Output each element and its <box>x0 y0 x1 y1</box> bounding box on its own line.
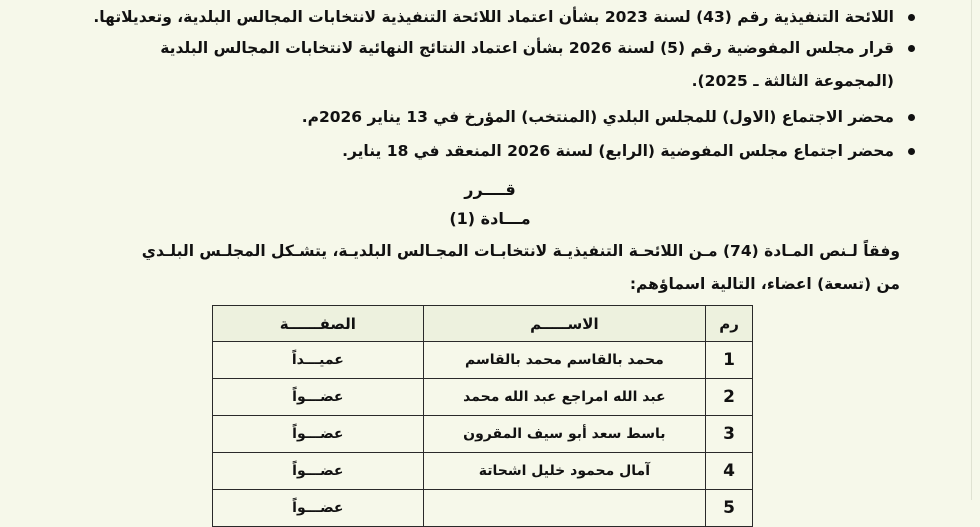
member-number: 4 <box>706 453 753 490</box>
member-name: عبد الله امراجع عبد الله محمد <box>423 379 705 416</box>
member-name: محمد بالقاسم محمد بالقاسم <box>423 342 705 379</box>
reference-item-1 <box>93 6 915 28</box>
member-role: عضـــواً <box>213 379 424 416</box>
member-role: عميـــداً <box>213 342 424 379</box>
table-row <box>213 416 753 453</box>
member-role: عضـــواً <box>213 490 424 527</box>
member-role: عضـــواً <box>213 453 424 490</box>
table-row <box>213 453 753 490</box>
bullet-icon <box>908 45 915 52</box>
page-edge <box>971 0 972 500</box>
member-name: باسط سعد أبو سيف المقرون <box>423 416 705 453</box>
header-number: رم <box>706 306 753 342</box>
member-name: آمال محمود خليل اشحاتة <box>423 453 705 490</box>
bullet-icon <box>908 148 915 155</box>
bullet-icon <box>908 14 915 21</box>
bullet-icon <box>908 114 915 121</box>
header-role: الصفــــــة <box>213 306 424 342</box>
table-row <box>213 342 753 379</box>
article-text-line-2: من (تسعة) اعضاء، التالية اسماؤهم: <box>629 275 900 293</box>
header-name: الاســـــم <box>423 306 705 342</box>
reference-text: محضر اجتماع مجلس المفوضية (الرابع) لسنة 2026 المنعقد في 18 يناير. <box>342 142 894 160</box>
article-heading: مـــادة (1) <box>449 209 531 228</box>
reference-text: قرار مجلس المفوضية رقم (5) لسنة 2026 بشأن اعتماد النتائج النهائية لانتخابات المجالس البلدية <box>160 39 894 57</box>
reference-text: اللائحة التنفيذية رقم (43) لسنة 2023 بشأن اعتماد اللائحة التنفيذية لانتخابات المجالس البلدية، وتعديلاتها. <box>93 8 894 26</box>
member-number: 1 <box>706 342 753 379</box>
reference-item-3 <box>302 106 915 128</box>
table-header-row <box>213 306 753 342</box>
members-table <box>212 305 753 527</box>
member-number: 2 <box>706 379 753 416</box>
member-role: عضـــواً <box>213 416 424 453</box>
member-number: 5 <box>706 490 753 527</box>
member-number: 3 <box>706 416 753 453</box>
reference-text: محضر الاجتماع (الاول) للمجلس البلدي (المنتخب) المؤرخ في 13 يناير 2026م. <box>301 108 894 126</box>
table-row <box>213 379 753 416</box>
reference-item-4 <box>342 140 915 162</box>
reference-item-2-continuation: (المجموعة الثالثة ـ 2025). <box>691 72 894 90</box>
reference-item-2 <box>160 37 915 59</box>
table-row <box>213 490 753 527</box>
member-name <box>423 490 705 527</box>
decision-heading: قــــرر <box>464 180 516 199</box>
article-text-line-1: وفقاً لـنص المـادة (74) مـن اللائحـة التنفيذيـة لانتخابـات المجـالس البلديـة، يتشـكل المجلـس البلـدي <box>141 242 900 260</box>
